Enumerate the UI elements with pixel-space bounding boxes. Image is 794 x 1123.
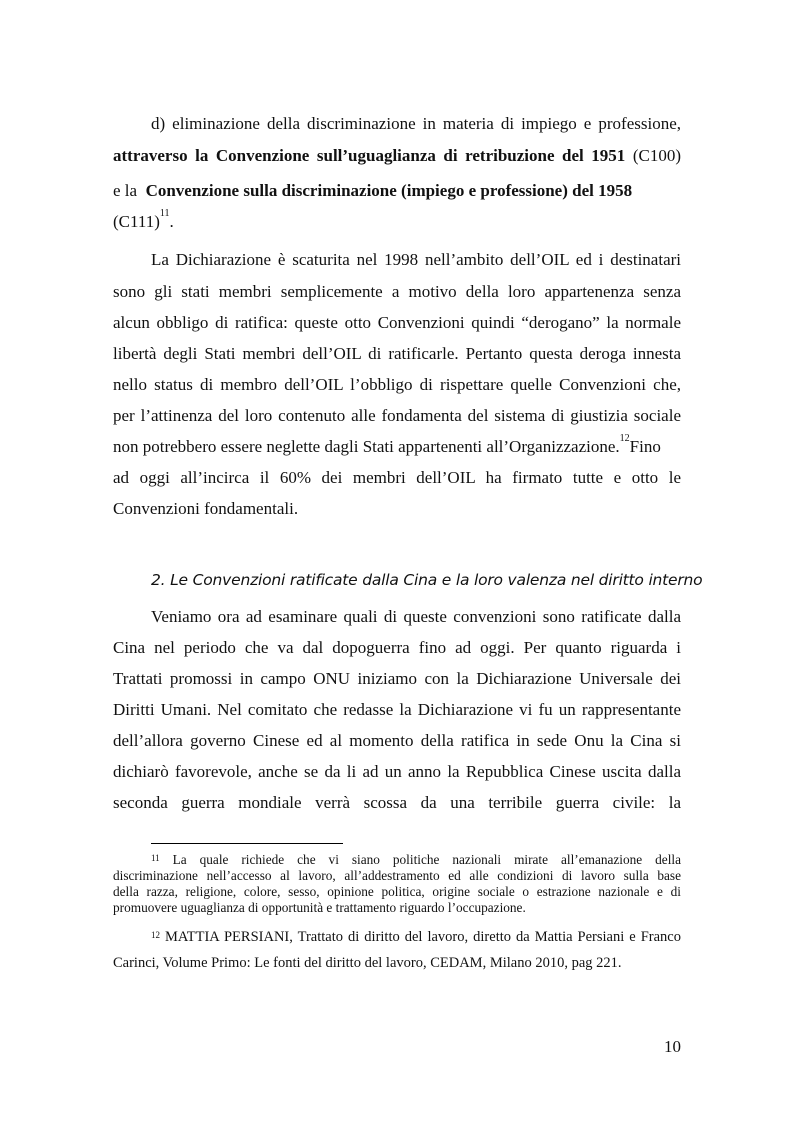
footnote-ref-11: 11: [159, 208, 170, 219]
para3-line7: seconda guerra mondiale verrà scossa da una terribile guerra civile: la: [113, 793, 681, 812]
para3-line1: Veniamo ora ad esaminare quali di queste convenzioni sono ratificate dalla: [151, 607, 681, 626]
para1-line4: [113, 208, 681, 232]
para3-line6: dichiarò favorevole, anche se da li ad un anno la Repubblica Cinese uscita dalla: [113, 762, 681, 781]
para3-line3: Trattati promossi in campo ONU iniziamo con la Dichiarazione Universale dei: [113, 669, 681, 688]
page-number: 10: [664, 1037, 681, 1056]
para2-line7: [113, 433, 681, 457]
footnote-11-line1: [151, 852, 681, 868]
para2-line7-text: non potrebbero essere neglette dagli Stati appartenenti all’Organizzazione.: [113, 437, 620, 456]
para1-line2: [113, 146, 681, 166]
para1-line1: d) eliminazione della discriminazione in materia di impiego e professione,: [151, 114, 681, 133]
para2-line9: Convenzioni fondamentali.: [113, 499, 299, 518]
para3-line5: dell’allora governo Cinese ed al momento della ratifica in sede Onu la Cina si: [113, 731, 681, 750]
footnote-11-line3: della razza, religione, colore, sesso, opinione politica, origine sociale o estrazione nazionale e di: [113, 884, 681, 899]
para2-line7-end: Fino: [629, 437, 661, 456]
para2-line1: La Dichiarazione è scaturita nel 1998 nell’ambito dell’OIL ed i destinatari: [151, 250, 681, 269]
c100-code: (C100): [625, 146, 681, 165]
footnote-11-line2: discriminazione nell’accesso al lavoro, all’addestramento ed alle condizioni di lavoro sulla base: [113, 868, 681, 883]
footnote-12-number: 12: [151, 930, 160, 940]
para2-line8: ad oggi all’incirca il 60% dei membri dell’OIL ha firmato tutte e otto le: [113, 468, 681, 487]
para2-line2: sono gli stati membri semplicemente a motivo della loro appartenenza senza: [113, 282, 681, 301]
section-heading: 2. Le Convenzioni ratificate dalla Cina e la loro valenza nel diritto interno: [151, 571, 703, 589]
footnote-11-number: 11: [151, 853, 160, 863]
para1-line3-start: e la: [113, 181, 146, 200]
footnote-12-text1: MATTIA PERSIANI, Trattato di diritto del lavoro, diretto da Mattia Persiani e Franco: [160, 929, 681, 945]
para2-line5: nello status di membro dell’OIL l’obbligo di rispettare quelle Convenzioni che,: [113, 375, 681, 394]
footnote-ref-12: 12: [619, 433, 630, 444]
para3-line4: Diritti Umani. Nel comitato che redasse la Dichiarazione vi fu un rappresentante: [113, 700, 681, 719]
footnote-12-line1: [151, 929, 681, 945]
footnote-separator: [151, 843, 343, 844]
para3-line2: Cina nel periodo che va dal dopoguerra fino ad oggi. Per quanto riguarda i: [113, 638, 681, 657]
c111-code: (C111): [113, 212, 160, 231]
convention-c111-bold: Convenzione sulla discriminazione (impiego e professione) del 1958: [145, 181, 633, 200]
footnote-11-text1: La quale richiede che vi siano politiche nazionali mirate all’emanazione della: [159, 852, 681, 867]
convention-c100-bold: attraverso la Convenzione sull’uguaglianza di retribuzione del 1951: [113, 146, 626, 165]
para1-end-dot: .: [169, 212, 174, 231]
para2-line6: per l’attinenza del loro contenuto alle fondamenta del sistema di giustizia sociale: [113, 406, 681, 425]
para1-line3: [113, 181, 681, 201]
para2-line4: libertà degli Stati membri dell’OIL di ratificarle. Pertanto questa deroga innesta: [113, 344, 681, 363]
footnote-11-line4: promuovere uguaglianza di opportunità e trattamento riguardo l’occupazione.: [113, 900, 526, 915]
para2-line3: alcun obbligo di ratifica: queste otto Convenzioni quindi “derogano” la normale: [113, 313, 681, 332]
footnote-12-line2: Carinci, Volume Primo: Le fonti del diritto del lavoro, CEDAM, Milano 2010, pag 221.: [113, 955, 622, 971]
